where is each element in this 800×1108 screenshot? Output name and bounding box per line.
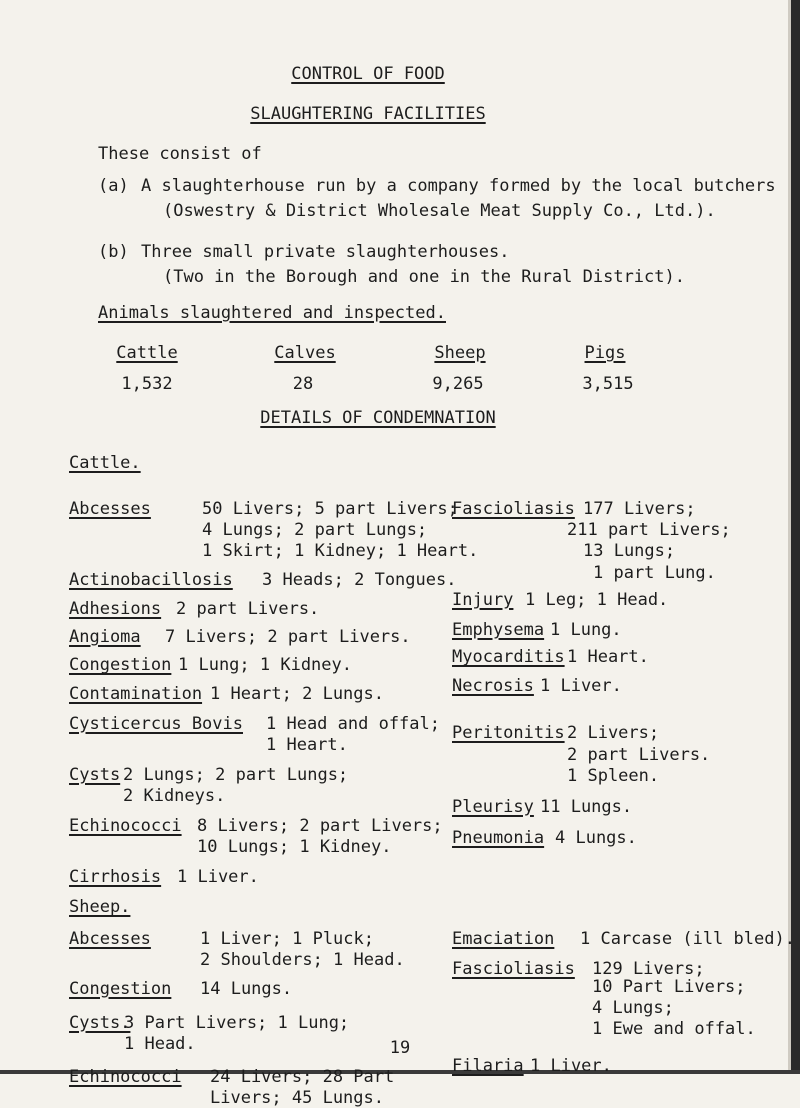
condition-term: Necrosis <box>452 675 534 696</box>
condition-term: Fascioliasis <box>452 498 575 519</box>
facility-b-line-2: (Two in the Borough and one in the Rural District). <box>163 267 685 287</box>
condition-term: Cysticercus Bovis <box>69 713 243 734</box>
condition-detail: 1 Liver; 1 Pluck; <box>200 929 374 950</box>
condition-detail: 1 Liver. <box>177 867 259 888</box>
condition-term: Fascioliasis <box>452 959 575 980</box>
condition-detail: 10 Lungs; 1 Kidney. <box>197 837 392 858</box>
animal-name-pigs: Pigs <box>584 343 626 363</box>
condition-term: Congestion <box>69 978 172 999</box>
condition-term: Myocarditis <box>452 647 565 668</box>
condition-detail: 1 Skirt; 1 Kidney; 1 Heart. <box>202 541 479 562</box>
condition-detail: 1 Lung. <box>550 620 622 640</box>
condition-detail: Livers; 45 Lungs. <box>210 1087 384 1108</box>
condition-detail: 2 Lungs; 2 part Lungs; <box>123 764 349 785</box>
page-title: CONTROL OF FOOD <box>291 64 445 84</box>
condition-detail: 2 part Livers. <box>176 598 320 619</box>
sheep-heading: Sheep. <box>69 897 131 918</box>
scan-edge-light <box>788 0 791 1074</box>
animal-name-cattle: Cattle <box>116 343 178 363</box>
animal-count-calves: 28 <box>292 374 314 394</box>
condition-detail: 1 Leg; 1 Head. <box>525 589 669 610</box>
condition-term: Echinococci <box>69 1066 182 1087</box>
condition-term: Echinococci <box>69 816 182 836</box>
condition-detail: 1 Heart; 2 Lungs. <box>210 684 384 705</box>
cattle-heading: Cattle. <box>69 453 141 473</box>
condition-detail: 2 part Livers. <box>567 744 711 765</box>
condition-term: Congestion <box>69 655 172 676</box>
condition-detail: 8 Livers; 2 part Livers; <box>197 816 443 836</box>
condition-detail: 1 Liver. <box>530 1055 612 1076</box>
condition-detail: 50 Livers; 5 part Livers; <box>202 498 458 519</box>
condition-detail: 2 Shoulders; 1 Head. <box>200 950 405 971</box>
condition-detail: 14 Lungs. <box>200 978 293 999</box>
condition-term: Angioma <box>69 627 141 647</box>
animal-count-pigs: 3,515 <box>582 374 634 394</box>
condition-detail: 1 Spleen. <box>567 765 660 786</box>
section-subtitle: SLAUGHTERING FACILITIES <box>250 104 486 124</box>
condition-term: Cysts <box>69 764 121 785</box>
animal-name-calves: Calves <box>274 343 336 363</box>
condition-term: Contamination <box>69 684 203 705</box>
condition-term: Emaciation <box>452 929 555 950</box>
condition-detail: 1 Heart. <box>567 647 649 668</box>
condition-term: Abcesses <box>69 929 151 950</box>
condition-detail: 3 Heads; 2 Tongues. <box>262 569 457 590</box>
condition-term: Peritonitis <box>452 723 565 744</box>
condition-term: Emphysema <box>452 620 545 640</box>
facility-label-b: (b) <box>98 242 129 262</box>
condition-detail: 11 Lungs. <box>540 796 633 817</box>
condition-term: Adhesions <box>69 598 162 619</box>
condition-detail: 24 Livers; 28 Part <box>210 1066 395 1087</box>
animal-count-sheep: 9,265 <box>432 374 484 394</box>
condition-detail: 1 Lung; 1 Kidney. <box>178 655 352 676</box>
condition-detail: 4 Lungs; <box>592 997 674 1018</box>
condition-detail: 129 Livers; <box>592 959 705 980</box>
condition-detail: 1 Carcase (ill bled). <box>580 929 795 950</box>
condition-term: Cirrhosis <box>69 867 162 888</box>
facility-b-line-1: Three small private slaughterhouses. <box>141 242 510 262</box>
condition-detail: 2 Livers; <box>567 723 660 744</box>
intro-text: These consist of <box>98 144 262 164</box>
condition-term: Cysts. <box>69 1012 131 1033</box>
condition-detail: 1 Liver. <box>540 675 622 696</box>
condition-detail: 177 Livers; <box>583 498 696 519</box>
condition-detail: 1 Head and offal; <box>266 713 440 734</box>
condition-detail: 1 Heart. <box>266 734 348 755</box>
condition-detail: 1 Head. <box>124 1033 196 1054</box>
condition-detail: 1 part Lung. <box>593 562 716 583</box>
animal-count-cattle: 1,532 <box>121 374 173 394</box>
condition-detail: 2 Kidneys. <box>123 786 226 806</box>
condition-detail: 13 Lungs; <box>583 541 676 562</box>
page-number: 19 <box>389 1038 411 1058</box>
facility-a-line-1: A slaughterhouse run by a company formed by the local butchers <box>141 176 776 196</box>
condition-term: Injury <box>452 589 514 610</box>
condition-term: Pleurisy <box>452 796 534 817</box>
animal-name-sheep: Sheep <box>434 343 486 363</box>
condition-detail: 3 Part Livers; 1 Lung; <box>124 1012 350 1033</box>
condition-term: Abcesses <box>69 498 151 519</box>
condition-detail: 7 Livers; 2 part Livers. <box>165 627 411 647</box>
facility-label-a: (a) <box>98 176 129 196</box>
scan-edge-dark <box>791 0 800 1074</box>
facility-a-line-2: (Oswestry & District Wholesale Meat Supply Co., Ltd.). <box>163 201 716 221</box>
condition-term: Filaria <box>452 1055 524 1076</box>
condition-detail: 4 Lungs; 2 part Lungs; <box>202 520 428 541</box>
condition-detail: 1 Ewe and offal. <box>592 1018 756 1039</box>
condition-detail: 211 part Livers; <box>567 520 731 541</box>
details-heading: DETAILS OF CONDEMNATION <box>260 408 496 428</box>
condition-term: Pneumonia <box>452 828 545 849</box>
animals-heading: Animals slaughtered and inspected. <box>98 303 446 323</box>
condition-detail: 4 Lungs. <box>555 828 637 849</box>
condition-term: Actinobacillosis <box>69 569 233 590</box>
condition-detail: 10 Part Livers; <box>592 976 746 997</box>
